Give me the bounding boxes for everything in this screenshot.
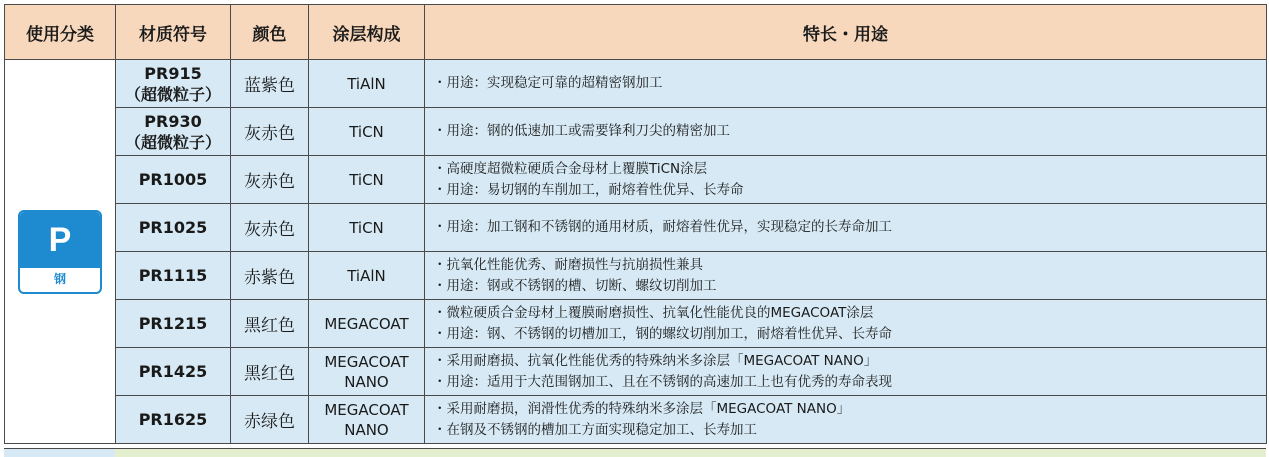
color-cell: 蓝紫色: [231, 60, 309, 108]
category-p-badge: [18, 210, 102, 294]
coating-line1: TiCN: [349, 170, 384, 189]
table-row: [5, 108, 1267, 156]
grade-code: PR1625: [138, 410, 208, 429]
feature-line2: ・用途：易切钢的车削加工，耐熔着性优异、长寿命: [433, 181, 744, 198]
grade-cell: [116, 252, 231, 300]
grade-cell: [116, 204, 231, 252]
grade-cell: [116, 348, 231, 396]
feature-cell: [425, 108, 1267, 156]
coating-line1: TiCN: [349, 218, 384, 237]
grade-code: PR1215: [138, 314, 208, 333]
coating-line1: TiAlN: [347, 74, 386, 93]
table-row: [5, 204, 1267, 252]
table-row: [5, 252, 1267, 300]
feature-line2: ・用途：适用于大范围钢加工、且在不锈钢的高速加工上也有优秀的寿命表现: [433, 373, 892, 390]
coating-cell: [309, 204, 425, 252]
feature-cell: [425, 348, 1267, 396]
feature-line1: ・用途：实现稳定可靠的超精密钢加工: [433, 75, 663, 91]
coating-cell: [309, 156, 425, 204]
color-cell: 黑红色: [231, 300, 309, 348]
coating-line2: NANO: [344, 420, 389, 439]
coating-line1: MEGACOAT: [324, 314, 409, 333]
category-cell: [5, 60, 116, 444]
category-letter: P: [20, 212, 100, 268]
feature-cell: [425, 252, 1267, 300]
grade-code: PR915: [144, 63, 202, 83]
grade-note: （超微粒子）: [124, 132, 221, 152]
coating-line1: MEGACOAT: [324, 352, 409, 371]
feature-line2: ・用途：钢、不锈钢的切槽加工，钢的螺纹切削加工，耐熔着性优异、长寿命: [433, 325, 892, 342]
header-color: 颜色: [231, 5, 309, 60]
grade-code: PR930: [144, 111, 202, 131]
header-grade: 材质符号: [116, 5, 231, 60]
grade-table: [4, 4, 1267, 444]
table-row: [5, 396, 1267, 444]
color-cell: 灰赤色: [231, 108, 309, 156]
feature-cell: [425, 204, 1267, 252]
grade-code: PR1425: [138, 362, 208, 381]
grade-cell: [116, 396, 231, 444]
header-row: [5, 5, 1267, 60]
coating-cell: [309, 252, 425, 300]
feature-cell: [425, 156, 1267, 204]
header-category: 使用分类: [5, 5, 116, 60]
color-cell: 赤紫色: [231, 252, 309, 300]
grade-cell: [116, 60, 231, 108]
coating-cell: [309, 348, 425, 396]
grade-table-container: [4, 4, 1267, 444]
feature-line1: ・高硬度超微粒硬质合金母材上覆膜TiCN涂层: [433, 160, 708, 177]
feature-cell: [425, 60, 1267, 108]
coating-cell: [309, 300, 425, 348]
feature-line1: ・采用耐磨损、抗氧化性能优秀的特殊纳米多涂层「MEGACOAT NANO」: [433, 352, 878, 369]
table-row: [5, 300, 1267, 348]
color-cell: 灰赤色: [231, 204, 309, 252]
coating-cell: [309, 60, 425, 108]
table-row: [5, 60, 1267, 108]
grade-code: PR1005: [138, 170, 208, 189]
feature-cell: [425, 300, 1267, 348]
grade-note: （超微粒子）: [124, 84, 221, 104]
coating-cell: [309, 108, 425, 156]
feature-line1: ・微粒硬质合金母材上覆膜耐磨损性、抗氧化性能优良的MEGACOAT涂层: [433, 304, 874, 321]
table-body: [5, 60, 1267, 444]
table-row: [5, 156, 1267, 204]
coating-line1: TiAlN: [347, 266, 386, 285]
grade-code: PR1115: [138, 266, 208, 285]
table-row: [5, 348, 1267, 396]
grade-cell: [116, 300, 231, 348]
feature-line1: ・用途：钢的低速加工或需要锋利刀尖的精密加工: [433, 123, 730, 139]
feature-cell: [425, 396, 1267, 444]
coating-line1: MEGACOAT: [324, 400, 409, 419]
category-label: 钢: [53, 271, 66, 286]
feature-line2: ・在钢及不锈钢的槽加工方面实现稳定加工、长寿加工: [433, 421, 757, 438]
feature-line1: ・采用耐磨损，润滑性优秀的特殊纳米多涂层「MEGACOAT NANO」: [433, 400, 851, 417]
grade-code: PR1025: [138, 218, 208, 237]
table-header: [5, 5, 1267, 60]
header-features: 特长・用途: [425, 5, 1267, 60]
coating-line1: TiCN: [349, 122, 384, 141]
color-cell: 赤绿色: [231, 396, 309, 444]
color-cell: 黑红色: [231, 348, 309, 396]
coating-cell: [309, 396, 425, 444]
color-cell: 灰赤色: [231, 156, 309, 204]
feature-line1: ・用途：加工钢和不锈钢的通用材质，耐熔着性优异，实现稳定的长寿命加工: [433, 219, 892, 235]
feature-line1: ・抗氧化性能优秀、耐磨损性与抗崩损性兼具: [433, 256, 703, 273]
grade-cell: [116, 156, 231, 204]
grade-cell: [116, 108, 231, 156]
feature-line2: ・用途：钢或不锈钢的槽、切断、螺纹切削加工: [433, 277, 717, 294]
header-coating: 涂层构成: [309, 5, 425, 60]
coating-line2: NANO: [344, 372, 389, 391]
